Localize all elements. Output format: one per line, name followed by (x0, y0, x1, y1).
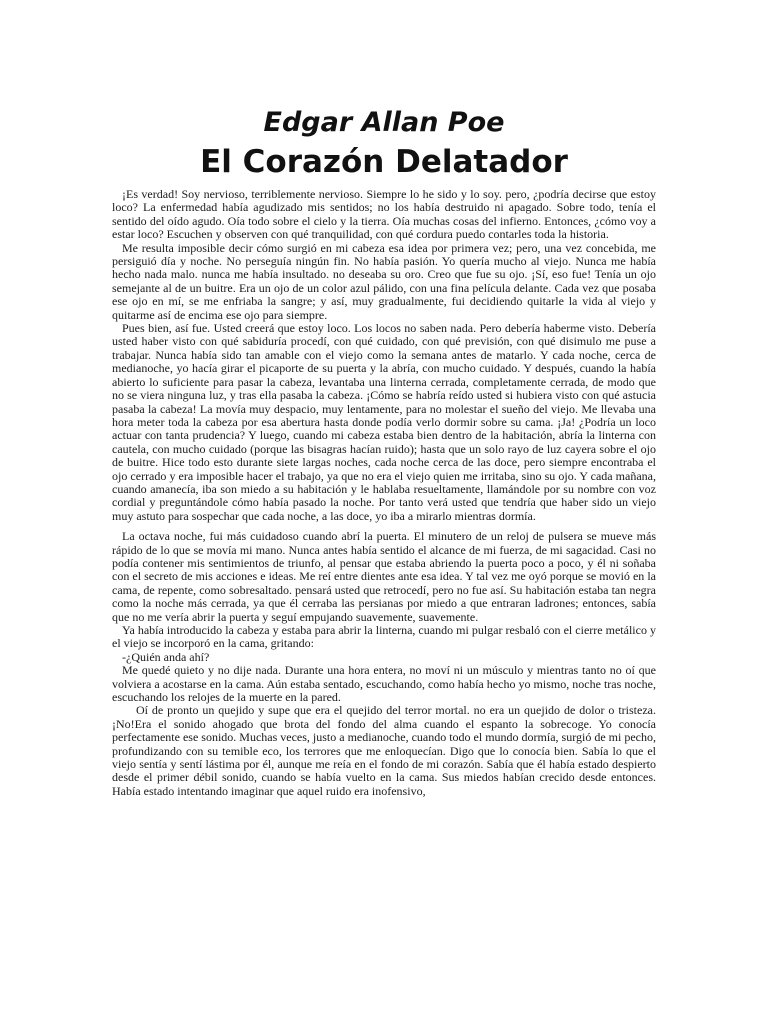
paragraph-3: Pues bien, así fue. Usted creerá que estoy loco. Los locos no saben nada. Pero debería haberme visto. Debería usted haber visto con qué sabiduría procedí, con qué cuidado, con qué previsión, con qué disimulo me puse a trabajar. Nunca había sido tan amable con el viejo como la semana antes de matarlo. Y cada noche, cerca de medianoche, yo hacía girar el picaporte de su puerta y la abría, con mucho cuidado. Y después, cuando la había abierto lo suficiente para pasar la cabeza, levantaba una linterna cerrada, completamente cerrada, de modo que no se viera ninguna luz, y tras ella pasaba la cabeza. ¡Cómo se habría reído usted si hubiera visto con qué astucia pasaba la cabeza! La movía muy despacio, muy lentamente, para no molestar el sueño del viejo. Me llevaba una hora meter toda la cabeza por esa abertura hasta donde podía verlo dormir sobre su cama. ¡Ja! ¿Podría un loco actuar con tanta prudencia? Y luego, cuando mi cabeza estaba bien dentro de la habitación, abría la linterna con cautela, con mucho cuidado (porque las bisagras hacían ruido); hasta que un solo rayo de luz cayera sobre el ojo de buitre. Hice todo esto durante siete largas noches, cada noche cerca de las doce, pero siempre encontraba el ojo cerrado y era imposible hacer el trabajo, ya que no era el viejo quien me irritaba, sino su ojo. Y cada mañana, cuando amanecía, iba son miedo a su habitación y le hablaba resueltamente, llamándole por su nombre con voz cordial y preguntándole cómo había pasado la noche. Por tanto verá usted que tendría que haber sido un viejo muy astuto para sospechar que cada noche, a las doce, yo iba a mirarlo mientras dormía. (112, 321, 656, 523)
paragraph-4: La octava noche, fui más cuidadoso cuando abrí la puerta. El minutero de un reloj de pulsera se mueve más rápido de lo que se movía mi mano. Nunca antes había sentido el alcance de mi fuerza, de mi sagacidad. Casi no podía contener mis sentimientos de triunfo, al pensar que estaba abriendo la puerta poco a poco, y él ni soñaba con el secreto de mis acciones e ideas. Me reí entre dientes ante esa idea. Y tal vez me oyó porque se movió en la cama, de repente, como sobresaltado. pensará usted que retrocedí, pero no fue así. Su habitación estaba tan negra como la noche más cerrada, ya que él cerraba las persianas por miedo a que entraran ladrones; entonces, sabía que no me vería abrir la puerta y seguí empujando suavemente, suavemente. (112, 529, 656, 624)
author-heading: Edgar Allan Poe (263, 107, 505, 138)
paragraph-2: Me resulta imposible decir cómo surgió en mi cabeza esa idea por primera vez; pero, una vez concebida, me persiguió día y noche. No perseguía ningún fin. No había pasión. Yo quería mucho al viejo. Nunca me había hecho nada malo. nunca me había insultado. no deseaba su oro. Creo que fue su ojo. ¡Sí, eso fue! Tenía un ojo semejante al de un buitre. Era un ojo de un color azul pálido, con una fina película delante. Cada vez que posaba ese ojo en mí, se me enfriaba la sangre; y así, muy gradualmente, fui decidiendo quitarle la vida al viejo y quitarme así de encima ese ojo para siempre. (112, 240, 656, 322)
dialogue-line: -¿Quién anda ahí? (122, 649, 210, 664)
paragraph-8: Oí de pronto un quejido y supe que era el quejido del terror mortal. no era un quejido de dolor o tristeza. ¡No!Era el sonido ahogado que brota del fondo del alma cuando el espanto la sobrecoge. Yo conocía perfectamente ese sonido. Muchas veces, justo a medianoche, cuando todo el mundo dormía, surgió de mi pecho, profundizando con su temible eco, los terrores que me enloquecían. Digo que lo conocía bien. Sabía lo que el viejo sentía y sentí lástima por él, aunque me reía en el fondo de mi corazón. Sabía que él había estado despierto desde el primer débil sonido, cuando se había vuelto en la cama. Sus miedos habían crecido desde entonces. Había estado intentando imaginar que aquel ruido era inofensivo, (112, 703, 656, 798)
paragraph-7: Me quedé quieto y no dije nada. Durante una hora entera, no moví ni un músculo y mientras tanto no oí que volviera a acostarse en la cama. Aún estaba sentado, escuchando, como había hecho yo mismo, noche tras noche, escuchando los relojes de la muerte en la pared. (112, 663, 656, 705)
paragraph-5: Ya había introducido la cabeza y estaba para abrir la linterna, cuando mi pulgar resbaló con el cierre metálico y el viejo se incorporó en la cama, gritando: (112, 623, 656, 651)
story-title: El Corazón Delatador (200, 144, 568, 180)
story-body (112, 188, 656, 798)
paragraph-1: ¡Es verdad! Soy nervioso, terriblemente nervioso. Siempre lo he sido y lo soy. pero, ¿podría decirse que estoy loco? La enfermedad había agudizado mis sentidos; no los había destruido ni apagado. Sobre todo, tenía el sentido del oído agudo. Oía todo sobre el cielo y la tierra. Oía muchas cosas del infierno. Entonces, ¿cómo voy a estar loco? Escuchen y observen con qué tranquilidad, con qué cordura puedo contarles toda la historia. (112, 187, 656, 242)
